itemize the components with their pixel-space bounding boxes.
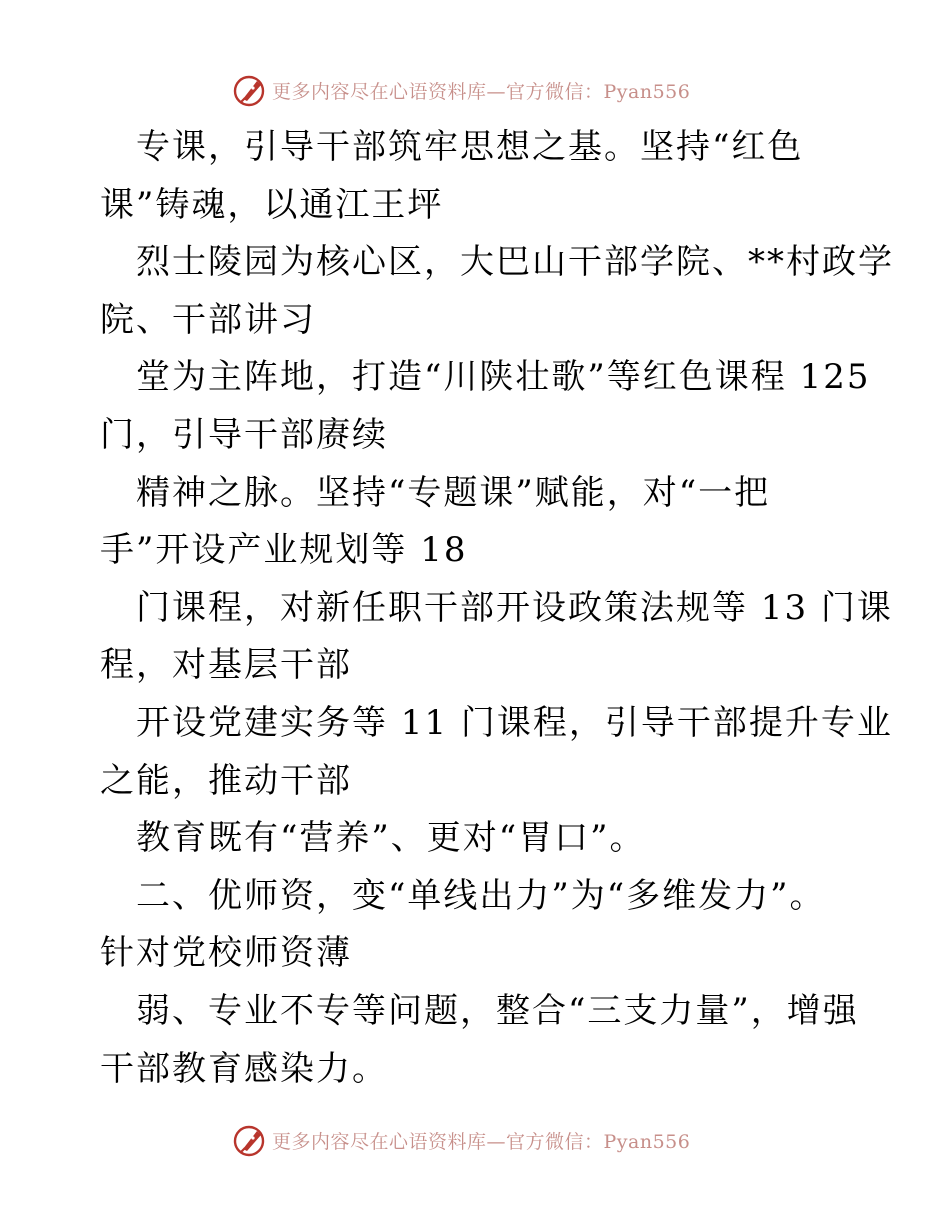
watermark-text: 更多内容尽在心语资料库—官方微信：Pyan556: [272, 1130, 691, 1153]
watermark-footer: [232, 1122, 690, 1158]
text-line: 门课程，对新任职干部开设政策法规等 13 门课: [136, 587, 893, 628]
text-line: 弱、专业不专等问题，整合“三支力量”，增强: [136, 990, 859, 1031]
text-line: 烈士陵园为核心区，大巴山干部学院、**村政学: [136, 242, 894, 283]
watermark-header: [232, 72, 690, 108]
text-line: 精神之脉。坚持“专题课”赋能，对“一把: [136, 472, 771, 513]
text-line: 之能，推动干部: [100, 760, 352, 801]
text-line: 专课，引导干部筑牢思想之基。坚持“红色: [136, 127, 804, 167]
watermark-text: 更多内容尽在心语资料库—官方微信：Pyan556: [272, 80, 691, 103]
text-line: 二、优师资，变“单线出力”为“多维发力”。: [136, 875, 826, 916]
text-line: 程，对基层干部: [100, 645, 352, 686]
text-line: 干部教育感染力。: [100, 1048, 388, 1089]
pen-nib-seal-icon: [232, 72, 268, 108]
text-line: 手”开设产业规划等 18: [100, 530, 468, 571]
text-line: 课”铸魂，以通江王坪: [100, 184, 444, 225]
text-line: 针对党校师资薄: [100, 933, 352, 974]
text-line: 门，引导干部赓续: [100, 414, 388, 455]
pen-nib-seal-icon: [232, 1122, 268, 1158]
text-line: 教育既有“营养”、更对“胃口”。: [136, 818, 646, 859]
text-line: 开设党建实务等 11 门课程，引导干部提升专业: [136, 702, 893, 743]
document-body: [100, 119, 894, 1098]
text-line: 院、干部讲习: [100, 299, 316, 340]
text-line: 堂为主阵地，打造“川陕壮歌”等红色课程 125: [136, 357, 871, 398]
